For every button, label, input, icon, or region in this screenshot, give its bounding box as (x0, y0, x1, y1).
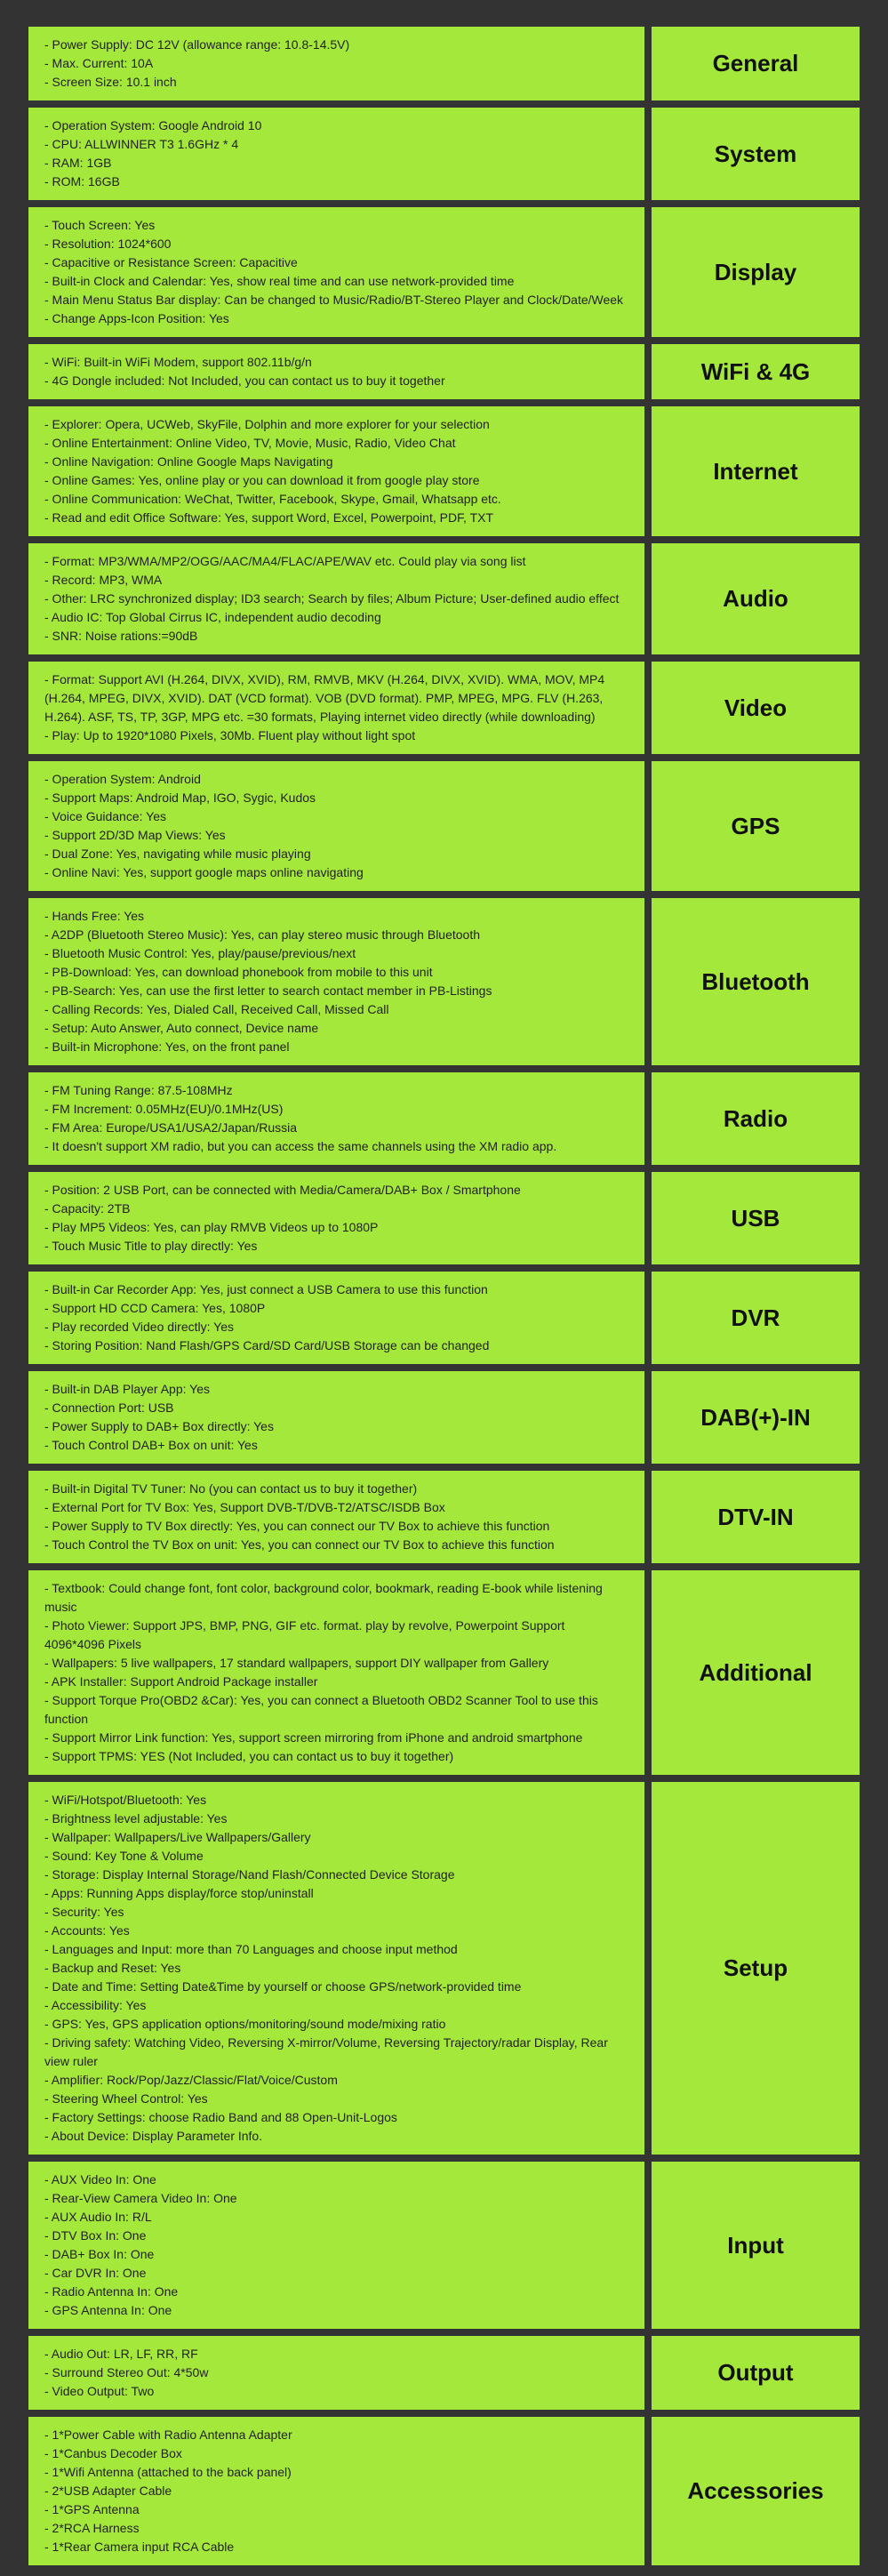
spec-line: - Video Output: Two (44, 2384, 155, 2398)
spec-row (28, 1371, 860, 1464)
spec-category-title: DAB(+)-IN (652, 1371, 860, 1464)
spec-line: - Storing Position: Nand Flash/GPS Card/SD Card/USB Storage can be changed (44, 1338, 490, 1352)
spec-line: - Online Navi: Yes, support google maps online navigating (44, 865, 364, 879)
spec-line: - Driving safety: Watching Video, Reversing X-mirror/Volume, Reversing Trajectory/radar Display, Rear view ruler (44, 2035, 608, 2068)
spec-details (28, 761, 644, 891)
spec-details (28, 662, 644, 754)
spec-line: - Car DVR In: One (44, 2266, 147, 2280)
spec-line: - Main Menu Status Bar display: Can be changed to Music/Radio/BT-Stereo Player and Clock/Date/Week (44, 293, 624, 307)
spec-line: - WiFi/Hotspot/Bluetooth: Yes (44, 1793, 207, 1807)
spec-line: - FM Increment: 0.05MHz(EU)/0.1MHz(US) (44, 1102, 284, 1116)
spec-line: - FM Area: Europe/USA1/USA2/Japan/Russia (44, 1120, 298, 1135)
spec-line: - Operation System: Google Android 10 (44, 118, 262, 132)
spec-line: - Format: Support AVI (H.264, DIVX, XVID), RM, RMVB, MKV (H.264, DIVX, XVID). WMA, MOV, MP4 (H.264, MPEG, DIVX, XVID). DAT (VCD format). VOB (DVD format). PMP, MPEG, MPG. FLV (H.263, H.264). ASF, TS, TP, 3GP, MPG etc. =30 formats, Playing internet video directly (while downloading) (44, 672, 605, 724)
spec-line: - Online Games: Yes, online play or you can download it from google play store (44, 473, 480, 487)
spec-line: - Online Entertainment: Online Video, TV, Movie, Music, Radio, Video Chat (44, 436, 456, 450)
spec-row (28, 344, 860, 399)
spec-row (28, 543, 860, 654)
spec-line: - Resolution: 1024*600 (44, 237, 172, 251)
spec-details (28, 1172, 644, 1264)
spec-line: - Support TPMS: YES (Not Included, you can contact us to buy it together) (44, 1749, 454, 1763)
spec-line: - Other: LRC synchronized display; ID3 search; Search by files; Album Picture; User-defined audio effect (44, 591, 620, 606)
spec-category-title: USB (652, 1172, 860, 1264)
spec-row (28, 1471, 860, 1563)
spec-line: - Audio Out: LR, LF, RR, RF (44, 2347, 198, 2361)
spec-line: - Read and edit Office Software: Yes, support Word, Excel, Powerpoint, PDF, TXT (44, 510, 494, 525)
spec-line: - RAM: 1GB (44, 156, 112, 170)
spec-line: - Setup: Auto Answer, Auto connect, Device name (44, 1021, 319, 1035)
spec-line: - Calling Records: Yes, Dialed Call, Received Call, Missed Call (44, 1002, 389, 1016)
spec-line: - Wallpapers: 5 live wallpapers, 17 standard wallpapers, support DIY wallpaper from Gallery (44, 1656, 549, 1670)
spec-details (28, 1471, 644, 1563)
spec-row (28, 1172, 860, 1264)
spec-row (28, 1272, 860, 1364)
spec-line: - Built-in Microphone: Yes, on the front panel (44, 1039, 290, 1054)
spec-line: - Accessibility: Yes (44, 1998, 147, 2012)
spec-category-title: Audio (652, 543, 860, 654)
spec-line: - Wallpaper: Wallpapers/Live Wallpapers/Gallery (44, 1830, 311, 1844)
spec-row (28, 1570, 860, 1775)
spec-line: - FM Tuning Range: 87.5-108MHz (44, 1083, 233, 1097)
spec-row (28, 2336, 860, 2410)
spec-category-title: Input (652, 2162, 860, 2329)
spec-line: - Operation System: Android (44, 772, 201, 786)
spec-line: - Online Navigation: Online Google Maps Navigating (44, 454, 333, 469)
spec-line: - PB-Search: Yes, can use the first letter to search contact member in PB-Listings (44, 983, 492, 998)
spec-line: - Support Torque Pro(OBD2 &Car): Yes, you can connect a Bluetooth OBD2 Scanner Tool to use this function (44, 1693, 598, 1726)
spec-line: - Built-in DAB Player App: Yes (44, 1382, 210, 1396)
spec-line: - Capacity: 2TB (44, 1201, 131, 1216)
spec-details (28, 27, 644, 100)
spec-row (28, 207, 860, 337)
spec-line: - APK Installer: Support Android Package installer (44, 1674, 318, 1689)
spec-category-title: System (652, 108, 860, 200)
spec-line: - 1*Power Cable with Radio Antenna Adapter (44, 2428, 292, 2442)
spec-line: - 1*Canbus Decoder Box (44, 2446, 182, 2460)
spec-line: - Screen Size: 10.1 inch (44, 75, 177, 89)
spec-category-title: GPS (652, 761, 860, 891)
spec-line: - Support Mirror Link function: Yes, support screen mirroring from iPhone and android smartphone (44, 1730, 583, 1745)
spec-line: - Connection Port: USB (44, 1400, 174, 1415)
spec-line: - External Port for TV Box: Yes, Support DVB-T/DVB-T2/ATSC/ISDB Box (44, 1500, 445, 1514)
spec-details (28, 2162, 644, 2329)
spec-row (28, 898, 860, 1065)
spec-line: - 2*USB Adapter Cable (44, 2484, 172, 2498)
spec-row (28, 1072, 860, 1165)
spec-line: - CPU: ALLWINNER T3 1.6GHz * 4 (44, 137, 239, 151)
spec-details (28, 207, 644, 337)
spec-line: - Bluetooth Music Control: Yes, play/pause/previous/next (44, 946, 356, 960)
spec-category-title: Output (652, 2336, 860, 2410)
spec-category-title: WiFi & 4G (652, 344, 860, 399)
spec-category-title: Setup (652, 1782, 860, 2155)
spec-line: - 2*RCA Harness (44, 2521, 140, 2535)
spec-line: - Play recorded Video directly: Yes (44, 1320, 234, 1334)
spec-row (28, 27, 860, 100)
spec-details (28, 2417, 644, 2565)
spec-line: - 4G Dongle included: Not Included, you can contact us to buy it together (44, 373, 445, 388)
spec-category-title: Bluetooth (652, 898, 860, 1065)
spec-details (28, 406, 644, 536)
spec-line: - Change Apps-Icon Position: Yes (44, 311, 229, 325)
spec-line: - Support Maps: Android Map, IGO, Sygic, Kudos (44, 790, 316, 805)
spec-line: - Play: Up to 1920*1080 Pixels, 30Mb. Fluent play without light spot (44, 728, 416, 742)
spec-line: - About Device: Display Parameter Info. (44, 2129, 263, 2143)
spec-line: - DTV Box In: One (44, 2228, 147, 2243)
spec-line: - Max. Current: 10A (44, 56, 154, 70)
spec-line: - Sound: Key Tone & Volume (44, 1849, 204, 1863)
spec-line: - Touch Control the TV Box on unit: Yes, you can connect our TV Box to achieve this function (44, 1537, 555, 1552)
spec-category-title: Additional (652, 1570, 860, 1775)
spec-category-title: Radio (652, 1072, 860, 1165)
spec-line: - ROM: 16GB (44, 174, 120, 189)
spec-line: - Explorer: Opera, UCWeb, SkyFile, Dolphin and more explorer for your selection (44, 417, 490, 431)
spec-line: - Position: 2 USB Port, can be connected with Media/Camera/DAB+ Box / Smartphone (44, 1183, 521, 1197)
spec-details (28, 1782, 644, 2155)
spec-line: - Power Supply to DAB+ Box directly: Yes (44, 1419, 274, 1433)
spec-line: - Amplifier: Rock/Pop/Jazz/Classic/Flat/Voice/Custom (44, 2073, 338, 2087)
spec-line: - 1*Wifi Antenna (attached to the back panel) (44, 2465, 292, 2479)
spec-category-title: DTV-IN (652, 1471, 860, 1563)
spec-details (28, 898, 644, 1065)
spec-row (28, 662, 860, 754)
spec-line: - Factory Settings: choose Radio Band and 88 Open-Unit-Logos (44, 2110, 397, 2124)
spec-row (28, 2417, 860, 2565)
spec-line: - Hands Free: Yes (44, 909, 145, 923)
spec-line: - GPS Antenna In: One (44, 2303, 172, 2317)
spec-category-title: Accessories (652, 2417, 860, 2565)
spec-line: - Support HD CCD Camera: Yes, 1080P (44, 1301, 266, 1315)
spec-line: - Dual Zone: Yes, navigating while music playing (44, 847, 311, 861)
spec-line: - Voice Guidance: Yes (44, 809, 166, 823)
spec-line: - It doesn't support XM radio, but you can access the same channels using the XM radio app. (44, 1139, 557, 1153)
spec-line: - Built-in Clock and Calendar: Yes, show real time and can use network-provided time (44, 274, 515, 288)
spec-line: - DAB+ Box In: One (44, 2247, 155, 2261)
spec-line: - Security: Yes (44, 1905, 124, 1919)
spec-line: - Rear-View Camera Video In: One (44, 2191, 237, 2205)
spec-line: - Play MP5 Videos: Yes, can play RMVB Videos up to 1080P (44, 1220, 379, 1234)
spec-details (28, 1371, 644, 1464)
spec-line: - WiFi: Built-in WiFi Modem, support 802.11b/g/n (44, 355, 312, 369)
spec-category-title: Internet (652, 406, 860, 536)
spec-details (28, 1570, 644, 1775)
spec-row (28, 761, 860, 891)
spec-line: - Capacitive or Resistance Screen: Capacitive (44, 255, 298, 269)
spec-line: - Languages and Input: more than 70 Languages and choose input method (44, 1942, 458, 1956)
spec-line: - Touch Screen: Yes (44, 218, 156, 232)
spec-line: - AUX Video In: One (44, 2172, 156, 2187)
spec-line: - Record: MP3, WMA (44, 573, 163, 587)
spec-line: - Built-in Digital TV Tuner: No (you can contact us to buy it together) (44, 1481, 418, 1496)
spec-details (28, 108, 644, 200)
spec-line: - Accounts: Yes (44, 1923, 130, 1938)
spec-line: - Touch Control DAB+ Box on unit: Yes (44, 1438, 258, 1452)
spec-line: - 1*Rear Camera input RCA Cable (44, 2540, 235, 2554)
spec-line: - Date and Time: Setting Date&Time by yourself or choose GPS/network-provided time (44, 1979, 522, 1994)
spec-line: - A2DP (Bluetooth Stereo Music): Yes, can play stereo music through Bluetooth (44, 927, 481, 942)
spec-line: - Surround Stereo Out: 4*50w (44, 2365, 209, 2379)
spec-line: - Textbook: Could change font, font color, background color, bookmark, reading E-book while listening music (44, 1581, 603, 1614)
spec-line: - Apps: Running Apps display/force stop/uninstall (44, 1886, 314, 1900)
spec-line: - Touch Music Title to play directly: Yes (44, 1239, 258, 1253)
spec-line: - Photo Viewer: Support JPS, BMP, PNG, GIF etc. format. play by revolve, Powerpoint Support 4096*4096 Pixels (44, 1618, 565, 1651)
spec-row (28, 406, 860, 536)
spec-line: - Support 2D/3D Map Views: Yes (44, 828, 226, 842)
spec-line: - PB-Download: Yes, can download phonebook from mobile to this unit (44, 965, 433, 979)
spec-table (28, 27, 860, 2572)
spec-details (28, 2336, 644, 2410)
spec-category-title: Video (652, 662, 860, 754)
spec-line: - Format: MP3/WMA/MP2/OGG/AAC/MA4/FLAC/APE/WAV etc. Could play via song list (44, 554, 526, 568)
spec-line: - Audio IC: Top Global Cirrus IC, independent audio decoding (44, 610, 381, 624)
spec-category-title: DVR (652, 1272, 860, 1364)
spec-line: - AUX Audio In: R/L (44, 2210, 152, 2224)
spec-line: - Brightness level adjustable: Yes (44, 1811, 228, 1826)
spec-line: - SNR: Noise rations:=90dB (44, 629, 198, 643)
spec-details (28, 1072, 644, 1165)
spec-line: - Steering Wheel Control: Yes (44, 2091, 208, 2106)
spec-line: - Online Communication: WeChat, Twitter, Facebook, Skype, Gmail, Whatsapp etc. (44, 492, 501, 506)
spec-line: - Storage: Display Internal Storage/Nand Flash/Connected Device Storage (44, 1867, 455, 1882)
spec-row (28, 2162, 860, 2329)
spec-line: - Power Supply: DC 12V (allowance range: 10.8-14.5V) (44, 37, 350, 52)
spec-category-title: Display (652, 207, 860, 337)
spec-line: - Backup and Reset: Yes (44, 1961, 181, 1975)
spec-details (28, 344, 644, 399)
spec-line: - Radio Antenna In: One (44, 2284, 179, 2299)
spec-row (28, 1782, 860, 2155)
spec-details (28, 1272, 644, 1364)
spec-line: - 1*GPS Antenna (44, 2502, 140, 2516)
spec-line: - Power Supply to TV Box directly: Yes, you can connect our TV Box to achieve this function (44, 1519, 550, 1533)
spec-details (28, 543, 644, 654)
spec-line: - GPS: Yes, GPS application options/monitoring/sound mode/mixing ratio (44, 2017, 446, 2031)
spec-category-title: General (652, 27, 860, 100)
spec-row (28, 108, 860, 200)
spec-line: - Built-in Car Recorder App: Yes, just connect a USB Camera to use this function (44, 1282, 488, 1296)
